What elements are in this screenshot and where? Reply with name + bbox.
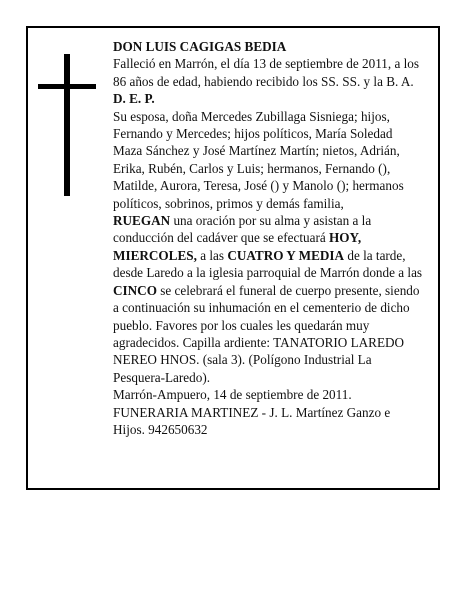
cross-icon <box>64 54 70 196</box>
deceased-name: DON LUIS CAGIGAS BEDIA <box>113 39 287 54</box>
death-notice: Falleció en Marrón, el día 13 de septiembre de 2011, a los 86 años de edad, habiendo recibido los SS. SS. y la B. A. <box>113 56 420 89</box>
invitation-text-4: se celebrará el funeral de cuerpo presente, siendo a continuación su inhumación en el cementerio de dicho pueblo. Favores por los cuales les quedarán muy agradecidos. Capilla ardiente: TANATORIO LAREDO NEREO HNOS. (sala 3). (Polígono Industrial La Pesquera-Laredo). <box>113 282 420 385</box>
cross-icon-bar <box>38 84 96 89</box>
funeral-time: CINCO <box>113 282 157 298</box>
funeral-home: FUNERARIA MARTINEZ - J. L. Martínez Ganzo e Hijos. 942650632 <box>113 404 391 437</box>
place-date: Marrón-Ampuero, 14 de septiembre de 2011. <box>113 387 352 403</box>
invitation-time: CUATRO Y MEDIA <box>227 247 345 263</box>
ruegan-label: RUEGAN <box>113 213 171 229</box>
family-list: Su esposa, doña Mercedes Zubillaga Sisniega; hijos, Fernando y Mercedes; hijos políticos, María Soledad Maza Sánchez y José Martínez Martín; nietos, Adrián, Erika, Rubén, Carlos y Luis; hermanos, Fernando (), Matilde, Aurora, Teresa, José () y Manolo (); hermanos políticos, sobrinos, primos y demás familia, <box>113 108 404 211</box>
invitation-text-3: de la tarde, desde Laredo a la iglesia parroquial de Marrón donde a las <box>113 247 423 281</box>
invitation-text-2: a las <box>196 247 228 263</box>
dep-label: D. E. P. <box>113 91 155 107</box>
invitation-text-1: una oración por su alma y asistan a la conducción del cadáver que se efectuará <box>113 213 372 246</box>
invitation-paragraph <box>113 212 423 386</box>
obituary-text <box>113 38 423 438</box>
invitation-day: HOY, MIERCOLES, <box>113 230 362 263</box>
